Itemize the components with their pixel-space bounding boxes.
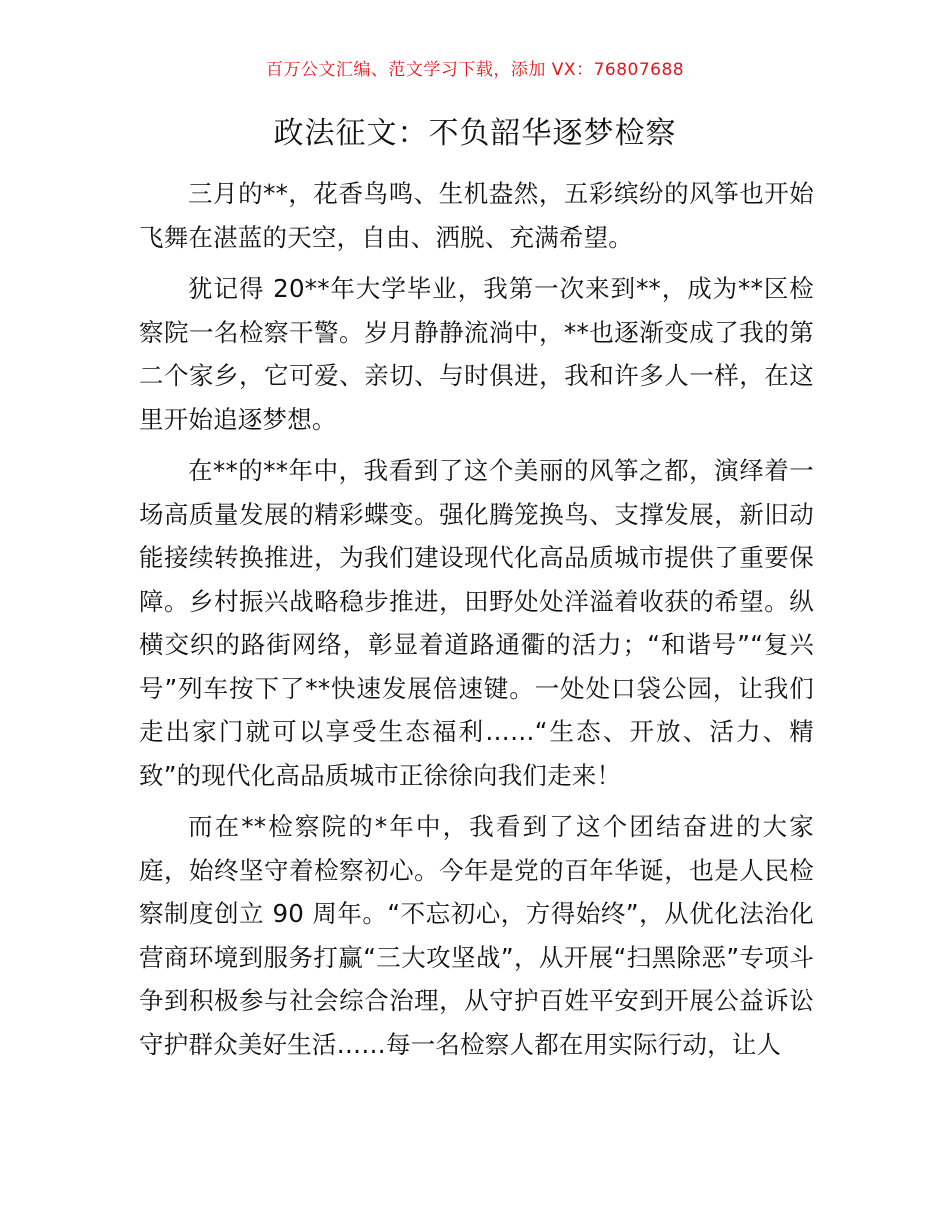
- paragraph-3: 在**的**年中，我看到了这个美丽的风筝之都，演绎着一场高质量发展的精彩蝶变。强化腾笼换鸟、支撑发展，新旧动能接续转换推进，为我们建设现代化高品质城市提供了重要保障。乡村振兴战略稳步推进，田野处处洋溢着收获的希望。纵横交织的路街网络，彰显着道路通衢的活力；“和谐号”“复兴号”列车按下了**快速发展倍速键。一处处口袋公园，让我们走出家门就可以享受生态福利……“生态、开放、活力、精致”的现代化高品质城市正徐徐向我们走来！: [139, 456, 814, 790]
- header-watermark: 百万公文汇编、范文学习下载，添加 VX：76807688: [265, 60, 685, 80]
- paragraph-2: 犹记得 20**年大学毕业，我第一次来到**，成为**区检察院一名检察干警。岁月静静流淌中，**也逐渐变成了我的第二个家乡，它可爱、亲切、与时俱进，我和许多人一样，在这里开始追逐梦想。: [139, 274, 814, 434]
- document-body: [139, 172, 814, 1066]
- paragraph-1: 三月的**，花香鸟鸣、生机盎然，五彩缤纷的风筝也开始飞舞在湛蓝的天空，自由、洒脱、充满希望。: [139, 179, 814, 252]
- document-title: 政法征文：不负韶华逐梦检察: [273, 116, 677, 151]
- paragraph-4: 而在**检察院的*年中，我看到了这个团结奋进的大家庭，始终坚守着检察初心。今年是党的百年华诞，也是人民检察制度创立 90 周年。“不忘初心，方得始终”，从优化法治化营商环境到服务打赢“三大攻坚战”，从开展“扫黑除恶”专项斗争到积极参与社会综合治理，从守护百姓平安到开展公益诉讼守护群众美好生活……每一名检察人都在用实际行动，让人: [139, 812, 814, 1059]
